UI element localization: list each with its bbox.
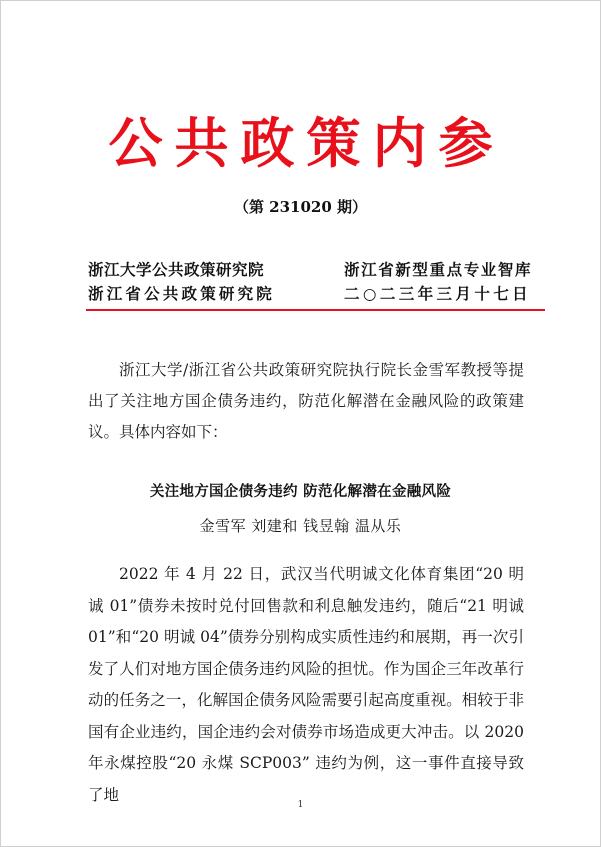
article-authors: 金雪军 刘建和 钱昱翰 温从乐	[199, 517, 402, 535]
issue-number: （第 231020 期）	[233, 198, 368, 216]
think-tank-label: 浙江省新型重点专业智库	[344, 260, 533, 279]
intro-paragraph: 浙江大学/浙江省公共政策研究院执行院长金雪军教授等提出了关注地方国企债务违约，防范化解潜在金融风险的政策建议。具体内容如下：	[88, 361, 524, 441]
header-divider	[86, 309, 545, 311]
publisher-line-1: 浙江大学公共政策研究院	[88, 260, 265, 279]
publisher-line-2: 浙江省公共政策研究院	[88, 284, 276, 303]
publish-date: 二○二三年三月十七日	[344, 284, 532, 303]
masthead-title: 公共政策内参	[108, 111, 505, 175]
page-number: 1	[297, 800, 304, 810]
body-paragraph: 2022 年 4 月 22 日，武汉当代明诚文化体育集团“20 明诚 01”债券未按时兑付回售款和利息触发违约，随后“21 明诚 01”和“20 明诚 04”债券分别构成实质性违约和展期，再一次引发了人们对地方国企债务违约风险的担忧。作为国企三年改革行动的任务之一，化解国企债务风险需要引起高度重视。相较于非国有企业违约，国企违约会对债券市场造成更大冲击。以 2020 年永煤控股“20 永煤 SCP003” 违约为例，这一事件直接导致了地	[88, 565, 524, 804]
article-title: 关注地方国企债务违约 防范化解潜在金融风险	[149, 484, 452, 500]
